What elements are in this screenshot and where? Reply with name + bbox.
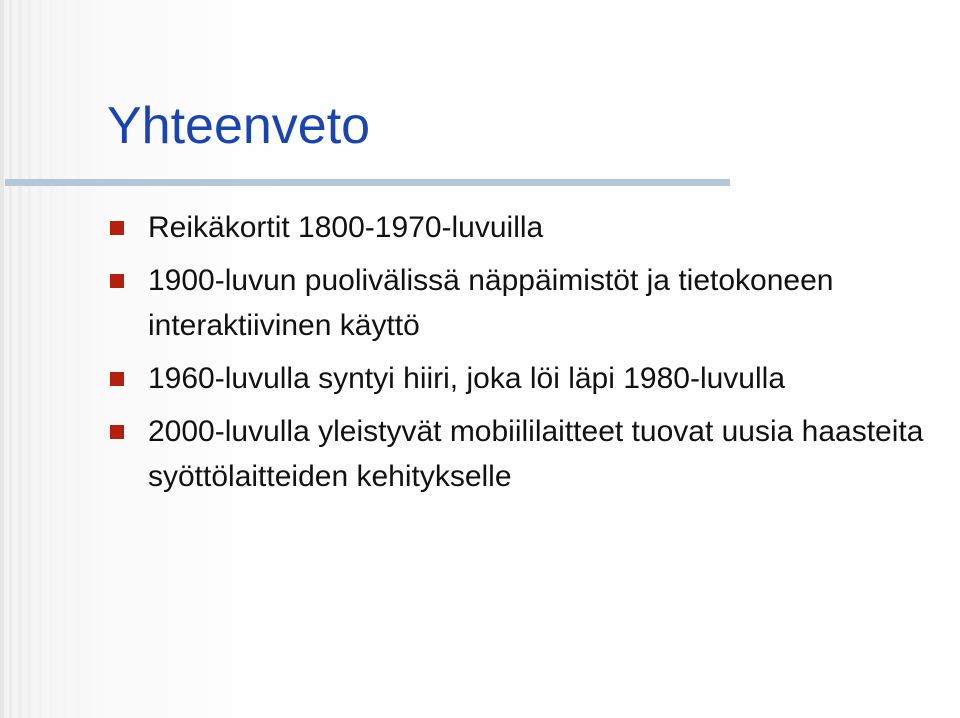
- square-bullet-icon: [110, 274, 124, 288]
- bullet-text: 1960-luvulla syntyi hiiri, joka löi läpi 1980-luvulla: [148, 362, 786, 395]
- square-bullet-icon: [110, 221, 124, 235]
- slide-title: Yhteenveto: [107, 97, 371, 155]
- title-underline: [5, 179, 730, 186]
- bullet-item: [107, 258, 947, 348]
- bullet-item: [107, 356, 947, 401]
- square-bullet-icon: [110, 425, 124, 439]
- bullet-text: 1900-luvun puolivälissä näppäimistöt ja tietokoneen interaktiivinen käyttö: [148, 264, 834, 342]
- bullet-text: Reikäkortit 1800-1970-luvuilla: [148, 211, 544, 244]
- bullet-item: [107, 205, 947, 250]
- bullet-item: [107, 409, 947, 499]
- bullet-text: 2000-luvulla yleistyvät mobiililaitteet tuovat uusia haasteita syöttölaitteiden kehitykselle: [148, 415, 924, 493]
- bullet-list: [107, 205, 947, 507]
- square-bullet-icon: [110, 372, 124, 386]
